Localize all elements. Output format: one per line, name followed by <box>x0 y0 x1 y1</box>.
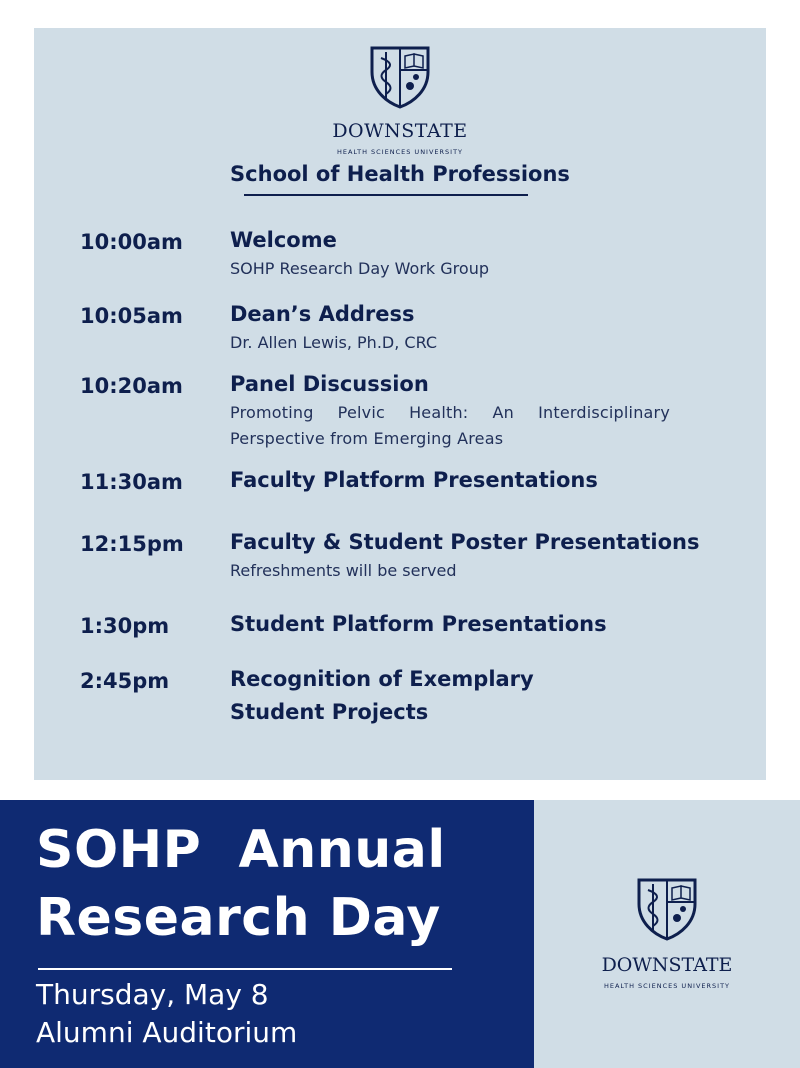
shield-crest-icon <box>368 44 432 114</box>
logo-wordmark: DOWNSTATE <box>601 954 733 976</box>
schedule-title: Welcome <box>230 228 337 252</box>
event-title-line-1: SOHP Annual <box>36 820 446 880</box>
schedule-title: Dean’s Address <box>230 302 415 326</box>
schedule-title: Faculty Platform Presentations <box>230 468 598 492</box>
schedule-subtitle: Refreshments will be served <box>230 561 457 580</box>
event-banner <box>0 800 534 1068</box>
event-title <box>36 816 446 952</box>
schedule-time: 12:15pm <box>80 532 184 556</box>
logo-subwordmark: HEALTH SCIENCES UNIVERSITY <box>336 148 464 156</box>
title-divider <box>244 194 528 196</box>
schedule-time: 11:30am <box>80 470 183 494</box>
shield-crest-icon <box>635 876 699 946</box>
logo-subwordmark: HEALTH SCIENCES UNIVERSITY <box>603 982 731 990</box>
event-date: Thursday, May 8 <box>36 978 269 1011</box>
schedule-subtitle: SOHP Research Day Work Group <box>230 259 489 278</box>
schedule-time: 10:20am <box>80 374 183 398</box>
schedule-time: 1:30pm <box>80 614 170 638</box>
schedule-time: 10:00am <box>80 230 183 254</box>
event-divider <box>38 968 452 970</box>
schedule-time: 10:05am <box>80 304 183 328</box>
logo-wordmark: DOWNSTATE <box>332 120 468 142</box>
schedule-subtitle: Dr. Allen Lewis, Ph.D, CRC <box>230 333 438 352</box>
schedule-title: Panel Discussion <box>230 372 429 396</box>
schedule-subtitle: Promoting Pelvic Health: An Interdisciplinary Perspective from Emerging Areas <box>230 403 670 448</box>
school-title: School of Health Professions <box>230 162 570 186</box>
schedule-title: Faculty & Student Poster Presentations <box>230 530 700 554</box>
schedule-panel <box>34 28 766 780</box>
schedule-time: 2:45pm <box>80 669 170 693</box>
schedule-title: Recognition of Exemplary Student Projects <box>230 667 534 724</box>
logo-panel <box>534 800 800 1068</box>
schedule-title: Student Platform Presentations <box>230 612 607 636</box>
event-title-line-2: Research Day <box>36 888 441 948</box>
event-venue: Alumni Auditorium <box>36 1016 298 1049</box>
